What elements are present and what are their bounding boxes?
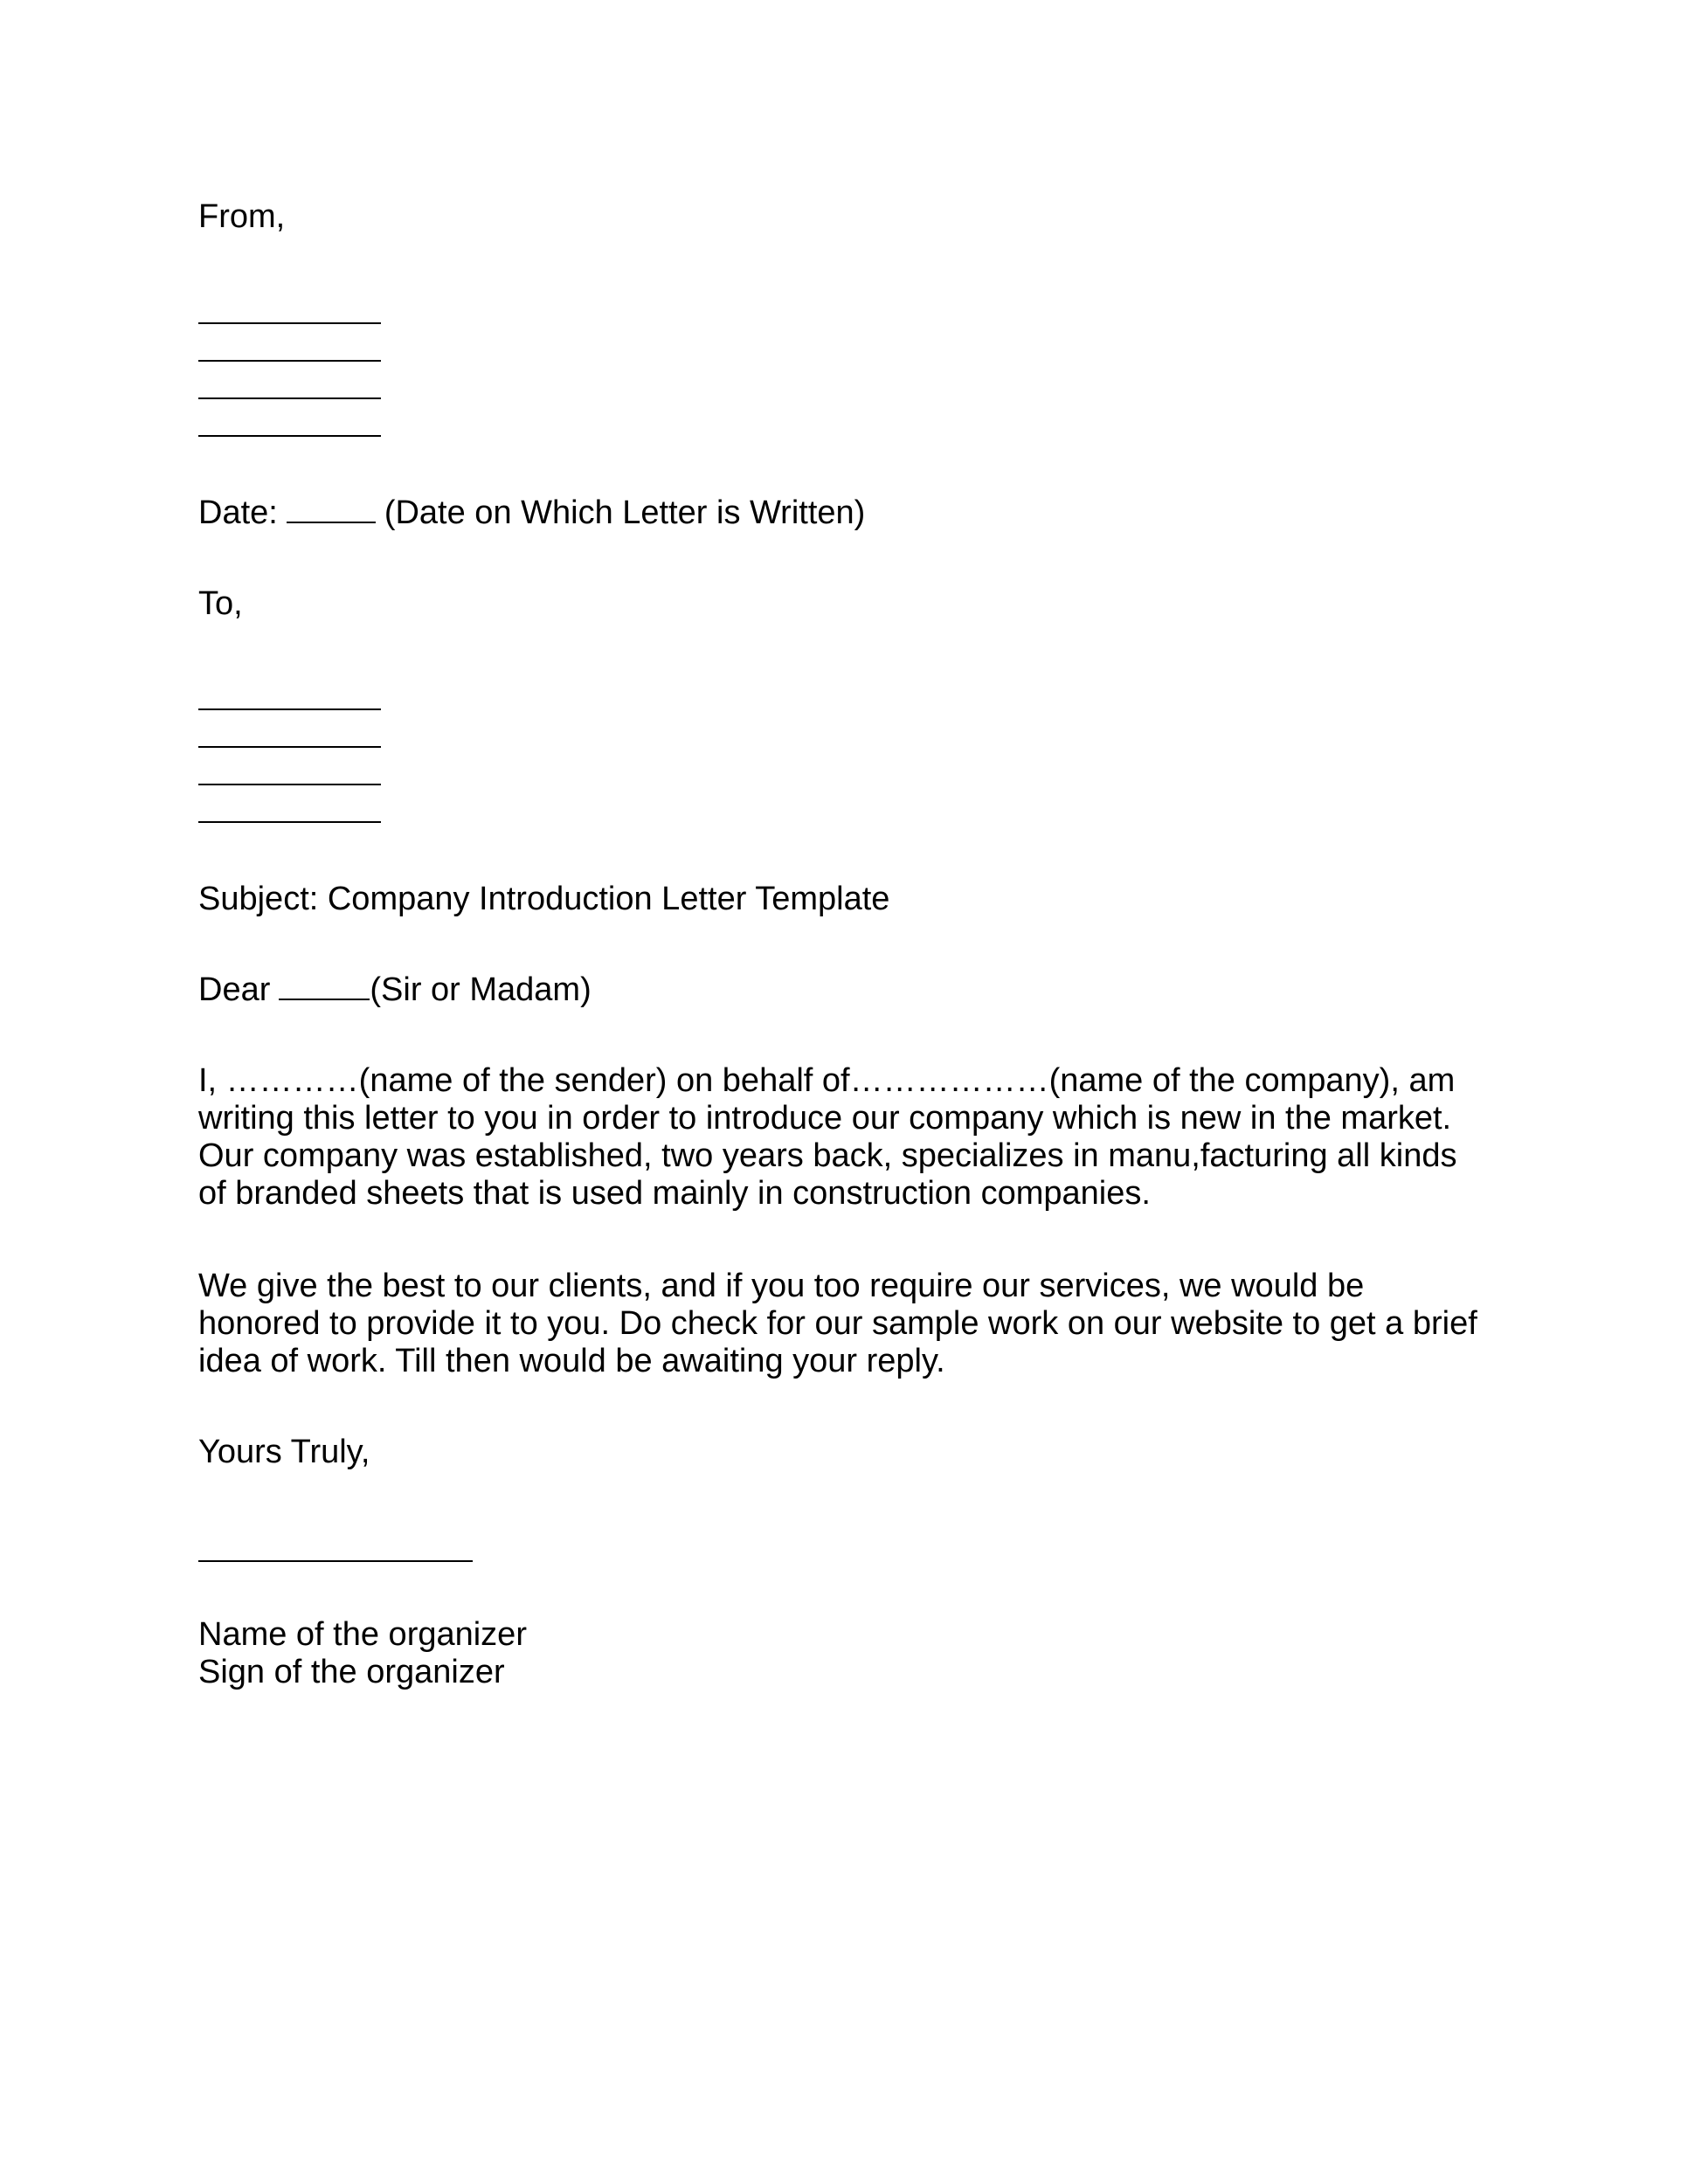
salutation-blank[interactable] bbox=[279, 974, 370, 1000]
sender-address-line-1[interactable] bbox=[198, 322, 381, 324]
signature-line[interactable] bbox=[198, 1560, 473, 1562]
recipient-address-line-4[interactable] bbox=[198, 821, 381, 823]
paragraph-2-line: idea of work. Till then would be awaiting your reply. bbox=[198, 1343, 945, 1379]
sender-address-line-4[interactable] bbox=[198, 435, 381, 437]
dear-hint: (Sir or Madam) bbox=[370, 971, 591, 1008]
body-paragraph-2 bbox=[198, 1268, 1477, 1380]
organizer-name: Name of the organizer bbox=[198, 1616, 527, 1653]
sender-address-line-2[interactable] bbox=[198, 360, 381, 362]
date-hint: (Date on Which Letter is Written) bbox=[384, 494, 866, 531]
paragraph-1-line: writing this letter to you in order to introduce our company which is new in the market. bbox=[198, 1100, 1452, 1137]
sender-address-line-3[interactable] bbox=[198, 397, 381, 399]
paragraph-1-line: of branded sheets that is used mainly in construction companies. bbox=[198, 1175, 1151, 1212]
date-label: Date: bbox=[198, 494, 278, 531]
paragraph-1-line: I, …………(name of the sender) on behalf of………………(name of the company), am bbox=[198, 1062, 1456, 1099]
recipient-address-line-1[interactable] bbox=[198, 708, 381, 710]
organizer-sign: Sign of the organizer bbox=[198, 1654, 505, 1690]
dear-label: Dear bbox=[198, 971, 271, 1008]
date-line bbox=[198, 494, 865, 532]
recipient-address-line-3[interactable] bbox=[198, 784, 381, 785]
recipient-address-line-2[interactable] bbox=[198, 746, 381, 748]
subject-line: Subject: Company Introduction Letter Template bbox=[198, 881, 890, 917]
closing-line: Yours Truly, bbox=[198, 1434, 370, 1470]
paragraph-2-line: honored to provide it to you. Do check for our sample work on our website to get a brief bbox=[198, 1305, 1477, 1342]
paragraph-2-line: We give the best to our clients, and if you too require our services, we would be bbox=[198, 1268, 1365, 1304]
to-label: To, bbox=[198, 585, 243, 622]
date-blank[interactable] bbox=[287, 497, 376, 523]
from-label: From, bbox=[198, 198, 286, 235]
body-paragraph-1 bbox=[198, 1062, 1456, 1213]
salutation-line bbox=[198, 971, 591, 1009]
paragraph-1-line: Our company was established, two years back, specializes in manu,facturing all kinds bbox=[198, 1137, 1457, 1174]
